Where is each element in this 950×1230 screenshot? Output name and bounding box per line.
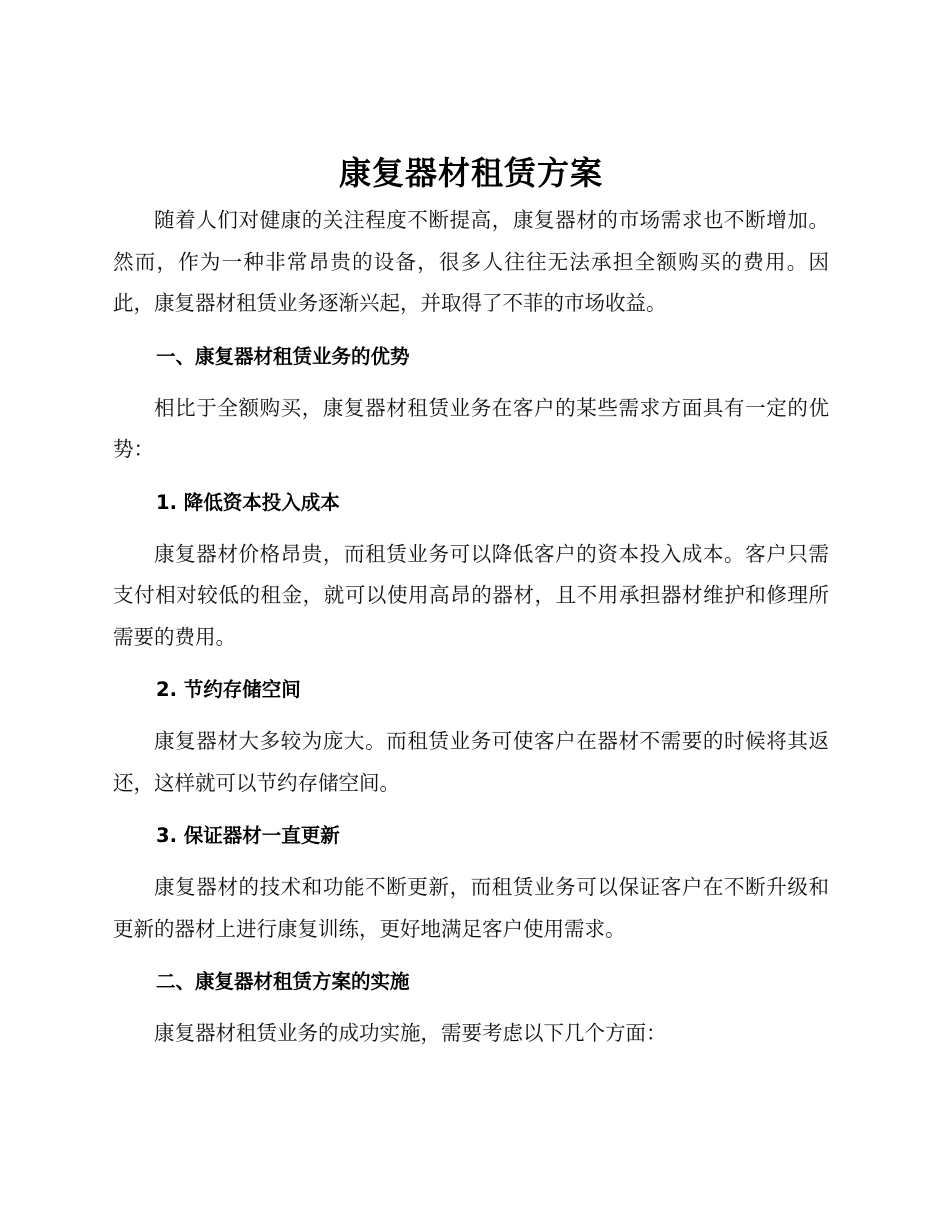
intro-paragraph: 随着人们对健康的关注程度不断提高，康复器材的市场需求也不断增加。然而，作为一种非常昂贵的设备，很多人往往无法承担全额购买的费用。因此，康复器材租赁业务逐渐兴起，并取得了不菲的市场收益。: [113, 208, 829, 315]
implementation-lead-paragraph: 康复器材租赁业务的成功实施，需要考虑以下几个方面：: [154, 1021, 667, 1045]
subheading-reduce-cost: 1. 降低资本投入成本: [156, 490, 340, 514]
paragraph-reduce-cost: 康复器材价格昂贵，而租赁业务可以降低客户的资本投入成本。客户只需支付相对较低的租金，就可以使用高昂的器材，且不用承担器材维护和修理所需要的费用。: [113, 541, 829, 649]
subheading-save-space: 2. 节约存储空间: [156, 678, 301, 701]
section-heading-advantages: 一、康复器材租赁业务的优势: [156, 344, 410, 368]
subheading-keep-updated: 3. 保证器材一直更新: [156, 824, 340, 847]
paragraph-keep-updated: 康复器材的技术和功能不断更新，而租赁业务可以保证客户在不断升级和更新的器材上进行康复训练，更好地满足客户使用需求。: [113, 875, 829, 941]
document-title: 康复器材租赁方案: [338, 154, 603, 192]
section-lead-paragraph: 相比于全额购买，康复器材租赁业务在客户的某些需求方面具有一定的优势：: [113, 395, 829, 461]
paragraph-save-space: 康复器材大多较为庞大。而租赁业务可使客户在器材不需要的时候将其返还，这样就可以节约存储空间。: [113, 729, 829, 795]
document-body: [113, 148, 829, 1055]
section-heading-implementation: 二、康复器材租赁方案的实施: [156, 970, 410, 993]
